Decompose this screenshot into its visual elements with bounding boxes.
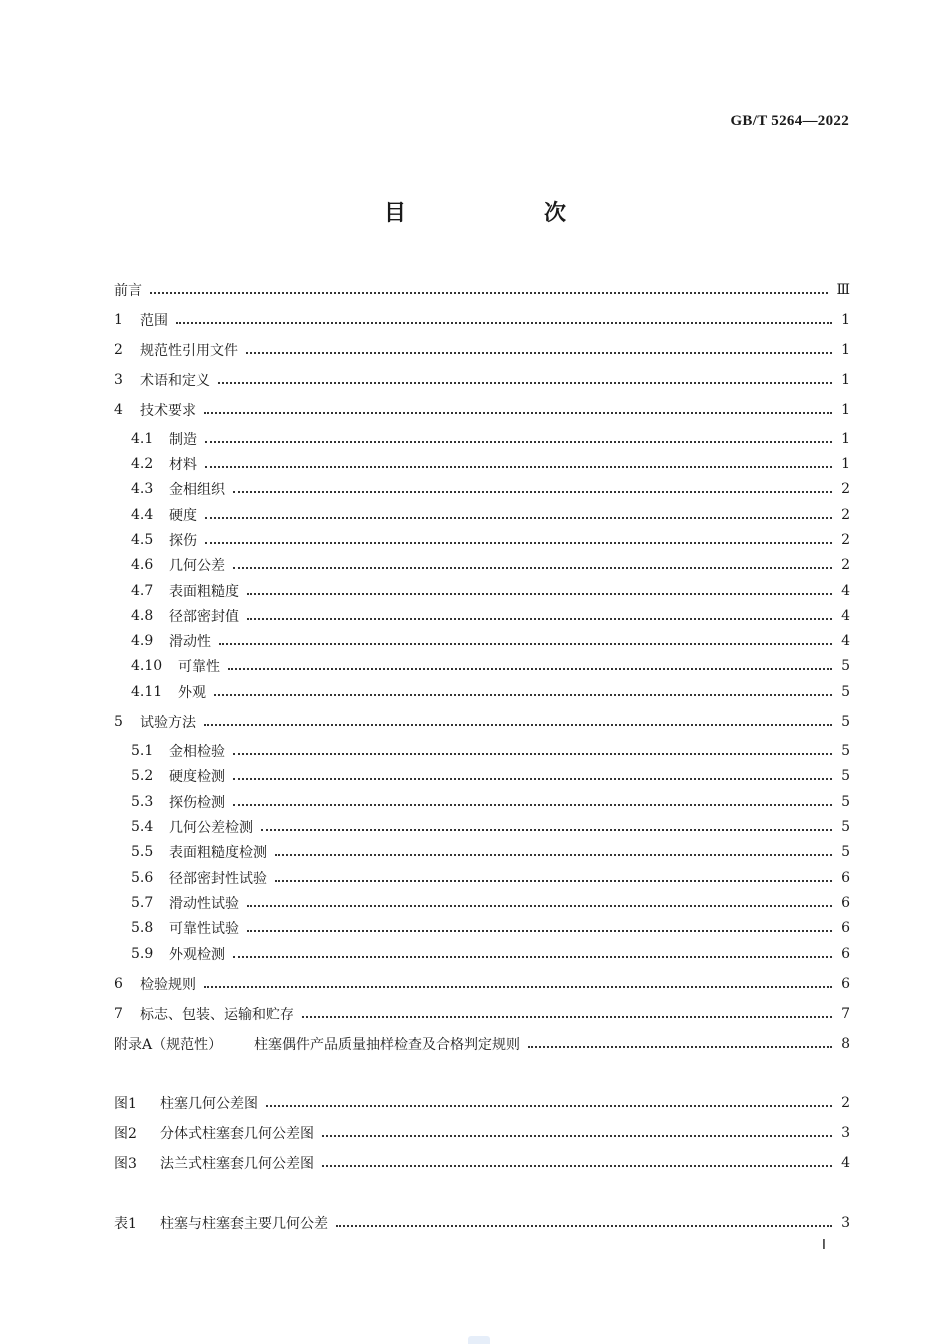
entry-page-number: 2 (841, 1095, 850, 1111)
entry-title: 硬度 (169, 508, 197, 524)
entry-number: 7 (114, 1006, 123, 1022)
entry-page-number: 4 (841, 608, 850, 624)
dot-leader (233, 955, 832, 958)
toc-entry[interactable] (114, 278, 850, 302)
dot-leader (247, 592, 832, 595)
entry-title: 可靠性试验 (169, 921, 239, 937)
entry-page-number: 3 (841, 1215, 850, 1231)
entry-page-number: 1 (841, 312, 850, 328)
entry-number: 5.2 (131, 768, 154, 784)
entry-number: 5.3 (131, 794, 154, 810)
toc-entry[interactable] (131, 891, 850, 915)
toc-entry[interactable] (131, 739, 850, 763)
entry-title: 法兰式柱塞套几何公差图 (160, 1156, 314, 1172)
toc-entry[interactable] (114, 1032, 850, 1056)
entry-title: 材料 (169, 457, 197, 473)
toc-entry[interactable] (131, 866, 850, 890)
entry-title: 可靠性 (178, 659, 220, 675)
dot-leader (233, 566, 832, 569)
toc-entry[interactable] (131, 840, 850, 864)
dot-leader (205, 465, 832, 468)
toc-entry[interactable] (114, 398, 850, 422)
dot-leader (233, 803, 832, 806)
entry-title: 几何公差 (169, 558, 225, 574)
toc-entry[interactable] (131, 477, 850, 501)
entry-number: 5.9 (131, 946, 154, 962)
entry-page-number: 7 (841, 1006, 850, 1022)
toc-entry[interactable] (131, 815, 850, 839)
entry-page-number: 1 (841, 342, 850, 358)
entry-number: 图3 (114, 1156, 137, 1172)
toc-entry[interactable] (114, 1002, 850, 1026)
footer-page-number: Ⅰ (821, 1238, 826, 1253)
entry-title: 检验规则 (140, 977, 196, 993)
entry-title: 滑动性 (169, 634, 211, 650)
dot-leader (247, 929, 832, 932)
entry-title: 金相组织 (169, 482, 225, 498)
toc-entry[interactable] (131, 452, 850, 476)
entry-number: 4.10 (131, 658, 163, 674)
dot-leader (205, 541, 832, 544)
figure-list-entry[interactable] (114, 1091, 850, 1115)
entry-number: 5.1 (131, 743, 154, 759)
entry-page-number: 5 (841, 714, 850, 730)
entry-title: 滑动性试验 (169, 896, 239, 912)
entry-page-number: 5 (841, 743, 850, 759)
dot-leader (528, 1045, 832, 1048)
entry-title: 术语和定义 (140, 373, 210, 389)
entry-number: 4.7 (131, 583, 154, 599)
toc-entry[interactable] (131, 427, 850, 451)
entry-number: 6 (114, 976, 123, 992)
toc-entry[interactable] (131, 916, 850, 940)
entry-number: 图1 (114, 1096, 137, 1112)
dot-leader (247, 904, 832, 907)
toc-entry[interactable] (131, 790, 850, 814)
entry-number: 5.6 (131, 870, 154, 886)
entry-number: 表1 (114, 1216, 137, 1232)
entry-number: 4.3 (131, 481, 154, 497)
entry-page-number: 6 (841, 946, 850, 962)
entry-page-number: 5 (841, 768, 850, 784)
entry-number: 4.1 (131, 431, 154, 447)
dot-leader (336, 1224, 832, 1227)
toc-entry[interactable] (131, 654, 850, 678)
entry-title: 技术要求 (140, 403, 196, 419)
entry-page-number: 6 (841, 870, 850, 886)
entry-number: 1 (114, 312, 123, 328)
entry-page-number: 5 (841, 658, 850, 674)
dot-leader (219, 642, 832, 645)
figure-list-entry[interactable] (114, 1121, 850, 1145)
toc-entry[interactable] (131, 503, 850, 527)
entry-number: 5 (114, 714, 123, 730)
dot-leader (204, 723, 832, 726)
entry-page-number: 2 (841, 481, 850, 497)
toc-entry[interactable] (131, 629, 850, 653)
dot-leader (233, 777, 832, 780)
entry-title: 柱塞与柱塞套主要几何公差 (160, 1216, 328, 1232)
figure-list-entry[interactable] (114, 1151, 850, 1175)
entry-number: 3 (114, 372, 123, 388)
entry-page-number: 2 (841, 507, 850, 523)
entry-title: 柱塞几何公差图 (160, 1096, 258, 1112)
dot-leader (204, 985, 832, 988)
toc-entry[interactable] (131, 942, 850, 966)
dot-leader (322, 1134, 832, 1137)
entry-page-number: 3 (841, 1125, 850, 1141)
entry-number: 4.9 (131, 633, 154, 649)
dot-leader (233, 490, 832, 493)
entry-page-number: 1 (841, 456, 850, 472)
entry-title: 外观 (178, 685, 206, 701)
entry-title: 探伤检测 (169, 795, 225, 811)
entry-title: 规范性引用文件 (140, 343, 238, 359)
entry-page-number: 5 (841, 844, 850, 860)
dot-leader (205, 516, 832, 519)
entry-page-number: 1 (841, 372, 850, 388)
entry-page-number: 5 (841, 819, 850, 835)
entry-number: 4.11 (131, 684, 163, 700)
entry-title: 试验方法 (140, 715, 196, 731)
dot-leader (302, 1015, 832, 1018)
entry-title: 金相检验 (169, 744, 225, 760)
entry-number: 4.2 (131, 456, 154, 472)
entry-page-number: 8 (841, 1036, 850, 1052)
entry-number: 4.8 (131, 608, 154, 624)
entry-page-number: 2 (841, 557, 850, 573)
entry-page-number: 5 (841, 684, 850, 700)
dot-leader (205, 440, 832, 443)
entry-title: 分体式柱塞套几何公差图 (160, 1126, 314, 1142)
dot-leader (261, 828, 832, 831)
dot-leader (247, 617, 832, 620)
dot-leader (275, 879, 832, 882)
entry-number: 4.6 (131, 557, 154, 573)
entry-number: 附录A（规范性） (114, 1037, 223, 1053)
entry-number: 5.5 (131, 844, 154, 860)
toc-entry[interactable] (114, 338, 850, 362)
entry-number: 4 (114, 402, 123, 418)
toc-entry[interactable] (114, 368, 850, 392)
dot-leader (228, 667, 832, 670)
dot-leader (218, 381, 832, 384)
entry-number: 4.4 (131, 507, 154, 523)
toc-entry[interactable] (131, 553, 850, 577)
entry-page-number: Ⅲ (836, 282, 850, 298)
dot-leader (204, 411, 832, 414)
dot-leader (233, 752, 832, 755)
entry-number: 2 (114, 342, 123, 358)
entry-title: 外观检测 (169, 947, 225, 963)
toc-entry[interactable] (131, 528, 850, 552)
entry-page-number: 5 (841, 794, 850, 810)
entry-page-number: 6 (841, 920, 850, 936)
entry-page-number: 2 (841, 532, 850, 548)
entry-number: 5.4 (131, 819, 154, 835)
entry-title: 几何公差检测 (169, 820, 253, 836)
entry-page-number: 1 (841, 431, 850, 447)
toc-entry[interactable] (131, 680, 850, 704)
entry-page-number: 6 (841, 976, 850, 992)
entry-title: 探伤 (169, 533, 197, 549)
entry-number: 图2 (114, 1126, 137, 1142)
dot-leader (266, 1104, 832, 1107)
entry-title: 柱塞偶件产品质量抽样检查及合格判定规则 (254, 1037, 520, 1053)
table-list-entry[interactable] (114, 1211, 850, 1235)
entry-title: 表面粗糙度 (169, 584, 239, 600)
dot-leader (150, 291, 828, 294)
entry-page-number: 4 (841, 1155, 850, 1171)
toc-entry[interactable] (131, 764, 850, 788)
entry-number: 5.8 (131, 920, 154, 936)
toc-entry[interactable] (114, 972, 850, 996)
entry-title: 径部密封值 (169, 609, 239, 625)
entry-page-number: 1 (841, 402, 850, 418)
entry-page-number: 6 (841, 895, 850, 911)
toc-entry[interactable] (131, 579, 850, 603)
toc-entry[interactable] (114, 710, 850, 734)
entry-page-number: 4 (841, 583, 850, 599)
toc-entry[interactable] (114, 308, 850, 332)
dot-leader (176, 321, 832, 324)
entry-page-number: 4 (841, 633, 850, 649)
entry-title: 标志、包装、运输和贮存 (140, 1007, 294, 1023)
page-edge-mark (468, 1336, 490, 1344)
entry-title: 径部密封性试验 (169, 871, 267, 887)
entry-title: 前言 (114, 283, 142, 299)
entry-title: 表面粗糙度检测 (169, 845, 267, 861)
entry-title: 硬度检测 (169, 769, 225, 785)
dot-leader (246, 351, 832, 354)
toc-entry[interactable] (131, 604, 850, 628)
dot-leader (214, 693, 832, 696)
entry-number: 5.7 (131, 895, 154, 911)
entry-number: 4.5 (131, 532, 154, 548)
dot-leader (322, 1164, 832, 1167)
entry-title: 范围 (140, 313, 168, 329)
dot-leader (275, 853, 832, 856)
standard-code: GB/T 5264—2022 (730, 113, 849, 129)
entry-title: 制造 (169, 432, 197, 448)
page-title: 目 次 (383, 201, 624, 226)
